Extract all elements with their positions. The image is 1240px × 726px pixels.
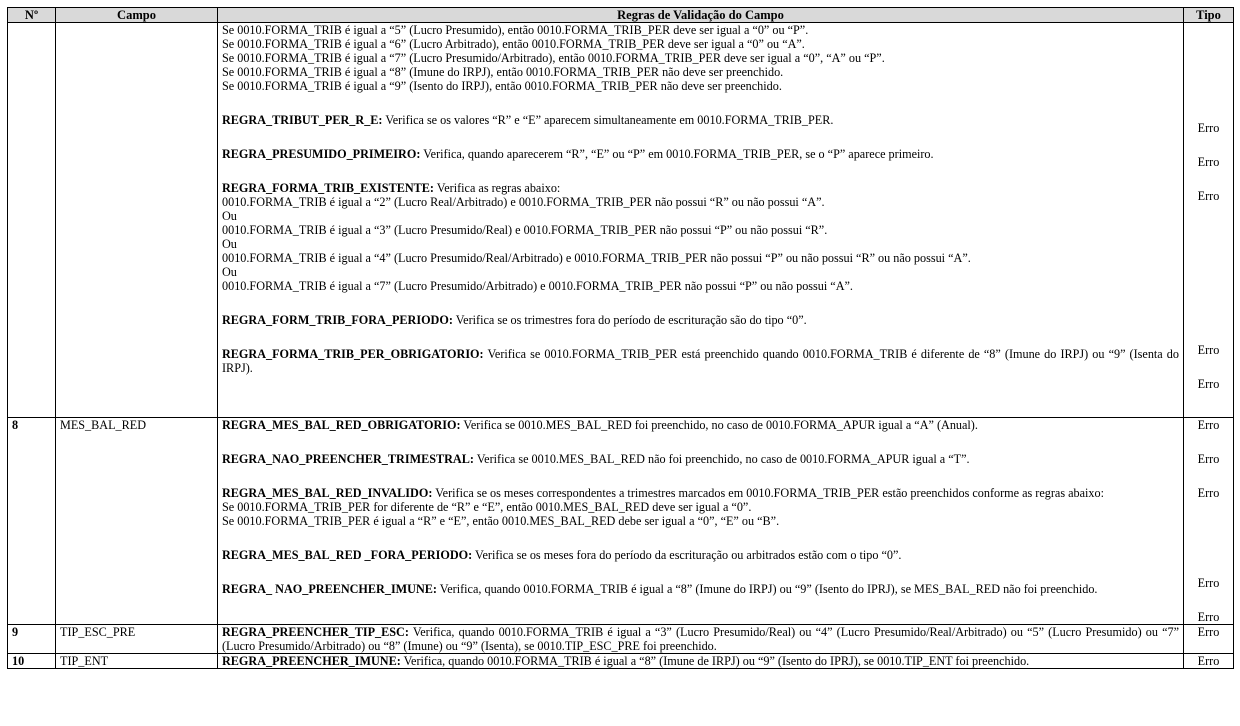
tipo-value: Erro bbox=[1197, 418, 1220, 432]
row-num-cell: 9 bbox=[8, 625, 56, 654]
row-tipo-cell: Erro bbox=[1184, 654, 1234, 669]
rule-subline: Ou bbox=[222, 265, 237, 279]
table-row bbox=[8, 625, 1234, 654]
rule-text bbox=[222, 113, 1179, 127]
rule-text bbox=[222, 181, 1179, 195]
tipo-value: Erro bbox=[1197, 377, 1220, 391]
rule-description: Verifica se 0010.MES_BAL_RED foi preenchido, no caso de 0010.FORMA_APUR igual a “A” (Anual). bbox=[460, 418, 978, 432]
rule-text bbox=[222, 347, 1179, 375]
rule-description: Verifica se 0010.MES_BAL_RED não foi preenchido, no caso de 0010.FORMA_APUR igual a “T”. bbox=[473, 452, 970, 466]
tipo-value: Erro bbox=[1197, 486, 1220, 500]
rule-line: Se 0010.FORMA_TRIB é igual a “5” (Lucro Presumido), então 0010.FORMA_TRIB_PER deve ser igual a “0” ou “P”. bbox=[222, 23, 809, 37]
rule-text bbox=[222, 418, 1179, 432]
rule-text bbox=[222, 313, 1179, 327]
header-campo: Campo bbox=[56, 8, 218, 23]
row-campo-cell: MES_BAL_RED bbox=[56, 418, 218, 625]
tipo-value: Erro bbox=[1197, 452, 1220, 466]
rule-description: Verifica se os trimestres fora do período de escrituração são do tipo “0”. bbox=[452, 313, 807, 327]
tipo-value: Erro bbox=[1197, 155, 1220, 169]
rule-name: REGRA_FORM_TRIB_FORA_PERIODO: bbox=[222, 313, 453, 327]
rule-subline: Se 0010.FORMA_TRIB_PER for diferente de “R” e “E”, então 0010.MES_BAL_RED deve ser igual a “0”. bbox=[222, 500, 752, 514]
rule-description: Verifica, quando 0010.FORMA_TRIB é igual a “3” (Lucro Presumido/Real) ou “4” (Lucro Presumido/Real/Arbitrado) ou “5” (Lucro Presumido) ou “7” (Lucro Presumido/Arbitrado) ou “8” (Imune) ou “9” (Isenta), se 0010.TIP_ESC_PRE foi preenchido. bbox=[222, 625, 1179, 653]
tipo-value: Erro bbox=[1197, 610, 1220, 624]
table-row bbox=[8, 418, 1234, 625]
validation-table-wrapper bbox=[7, 7, 1233, 669]
rule-text bbox=[222, 147, 1179, 161]
header-row bbox=[8, 8, 1234, 23]
tipo-value: Erro bbox=[1197, 121, 1220, 135]
rule-subline: Ou bbox=[222, 237, 237, 251]
rule-description: Verifica, quando aparecerem “R”, “E” ou “P” em 0010.FORMA_TRIB_PER, se o “P” aparece primeiro. bbox=[420, 147, 934, 161]
rule-name: REGRA_FORMA_TRIB_PER_OBRIGATORIO: bbox=[222, 347, 484, 361]
rule-name: REGRA_ NAO_PREENCHER_IMUNE: bbox=[222, 582, 437, 596]
rule-subline: 0010.FORMA_TRIB é igual a “7” (Lucro Presumido/Arbitrado) e 0010.FORMA_TRIB_PER não possui “P” ou não possui “A”. bbox=[222, 279, 853, 293]
row-num-cell bbox=[8, 23, 56, 418]
header-regras: Regras de Validação do Campo bbox=[218, 8, 1184, 23]
validation-rules-table bbox=[7, 7, 1234, 669]
row-tipo-cell bbox=[1184, 23, 1234, 418]
rule-name: REGRA_PRESUMIDO_PRIMEIRO: bbox=[222, 147, 421, 161]
rule-text bbox=[222, 486, 1179, 500]
rule-line: Se 0010.FORMA_TRIB é igual a “7” (Lucro Presumido/Arbitrado), então 0010.FORMA_TRIB_PER deve ser igual a “0”, “A” ou “P”. bbox=[222, 51, 885, 65]
row-num-cell: 8 bbox=[8, 418, 56, 625]
rule-name: REGRA_TRIBUT_PER_R_E: bbox=[222, 113, 383, 127]
row-rules-cell bbox=[218, 625, 1184, 654]
row-tipo-cell bbox=[1184, 418, 1234, 625]
rule-description: Verifica se 0010.FORMA_TRIB_PER está preenchido quando 0010.FORMA_TRIB é diferente de “8” (Imune do IRPJ) ou “9” (Isenta do IRPJ). bbox=[222, 347, 1179, 375]
row-num-cell: 10 bbox=[8, 654, 56, 669]
rule-name: REGRA_FORMA_TRIB_EXISTENTE: bbox=[222, 181, 434, 195]
rule-description: Verifica, quando 0010.FORMA_TRIB é igual a “8” (Imune do IRPJ) ou “9” (Isento do IPRJ), se MES_BAL_RED não foi preenchido. bbox=[436, 582, 1098, 596]
rule-name: REGRA_NAO_PREENCHER_TRIMESTRAL: bbox=[222, 452, 474, 466]
rule-text bbox=[222, 452, 1179, 466]
rule-name: REGRA_MES_BAL_RED_OBRIGATORIO: bbox=[222, 418, 461, 432]
tipo-value: Erro bbox=[1197, 576, 1220, 590]
row-rules-cell bbox=[218, 654, 1184, 669]
rule-description: Verifica se os valores “R” e “E” aparecem simultaneamente em 0010.FORMA_TRIB_PER. bbox=[382, 113, 834, 127]
row-campo-cell: TIP_ESC_PRE bbox=[56, 625, 218, 654]
rule-subline: 0010.FORMA_TRIB é igual a “4” (Lucro Presumido/Real/Arbitrado) e 0010.FORMA_TRIB_PER não possui “P” ou não possui “R” ou não possui “A”. bbox=[222, 251, 971, 265]
rule-text bbox=[222, 654, 1179, 668]
row-rules-cell bbox=[218, 418, 1184, 625]
rule-subline: 0010.FORMA_TRIB é igual a “2” (Lucro Real/Arbitrado) e 0010.FORMA_TRIB_PER não possui “R” ou não possui “A”. bbox=[222, 195, 825, 209]
tipo-value: Erro bbox=[1197, 189, 1220, 203]
rule-name: REGRA_MES_BAL_RED_INVALIDO: bbox=[222, 486, 433, 500]
rule-text bbox=[222, 582, 1179, 596]
rule-description: Verifica as regras abaixo: bbox=[433, 181, 561, 195]
table-row bbox=[8, 654, 1234, 669]
table-row bbox=[8, 23, 1234, 418]
row-campo-cell: TIP_ENT bbox=[56, 654, 218, 669]
rule-subline: Ou bbox=[222, 209, 237, 223]
rule-description: Verifica se os meses fora do período da escrituração ou arbitrados estão com o tipo “0”. bbox=[472, 548, 902, 562]
header-num: Nº bbox=[8, 8, 56, 23]
rule-text bbox=[222, 548, 1179, 562]
tipo-value: Erro bbox=[1197, 343, 1220, 357]
rule-name: REGRA_PREENCHER_TIP_ESC: bbox=[222, 625, 409, 639]
rule-name: REGRA_MES_BAL_RED _FORA_PERIODO: bbox=[222, 548, 473, 562]
row-tipo-cell: Erro bbox=[1184, 625, 1234, 654]
rule-description: Verifica, quando 0010.FORMA_TRIB é igual a “8” (Imune de IRPJ) ou “9” (Isento do IPRJ), se 0010.TIP_ENT foi preenchido. bbox=[400, 654, 1030, 668]
row-campo-cell bbox=[56, 23, 218, 418]
header-tipo: Tipo bbox=[1184, 8, 1234, 23]
rule-subline: Se 0010.FORMA_TRIB_PER é igual a “R” e “E”, então 0010.MES_BAL_RED debe ser igual a “0”, “E” ou “B”. bbox=[222, 514, 780, 528]
rule-line: Se 0010.FORMA_TRIB é igual a “9” (Isento do IRPJ), então 0010.FORMA_TRIB_PER não deve ser preenchido. bbox=[222, 79, 782, 93]
rule-name: REGRA_PREENCHER_IMUNE: bbox=[222, 654, 401, 668]
rule-text bbox=[222, 625, 1179, 653]
rule-line: Se 0010.FORMA_TRIB é igual a “8” (Imune do IRPJ), então 0010.FORMA_TRIB_PER não deve ser preenchido. bbox=[222, 65, 784, 79]
rule-subline: 0010.FORMA_TRIB é igual a “3” (Lucro Presumido/Real) e 0010.FORMA_TRIB_PER não possui “P” ou não possui “R”. bbox=[222, 223, 828, 237]
rule-line: Se 0010.FORMA_TRIB é igual a “6” (Lucro Arbitrado), então 0010.FORMA_TRIB_PER deve ser igual a “0” ou “A”. bbox=[222, 37, 805, 51]
row-rules-cell bbox=[218, 23, 1184, 418]
rule-description: Verifica se os meses correspondentes a trimestres marcados em 0010.FORMA_TRIB_PER estão preenchidos conforme as regras abaixo: bbox=[432, 486, 1104, 500]
